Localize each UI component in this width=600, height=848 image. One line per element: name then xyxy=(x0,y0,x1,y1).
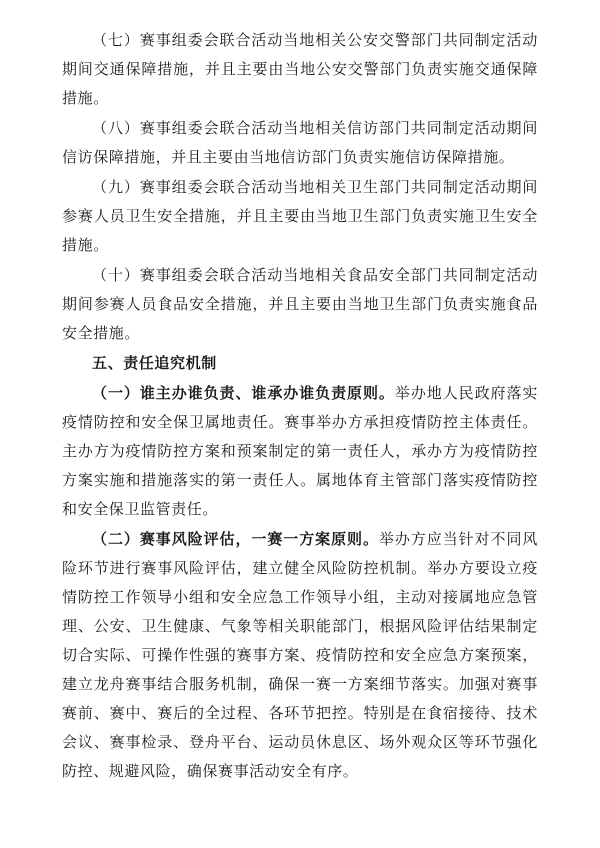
paragraph-petition-measures: （八）赛事组委会联合活动当地相关信访部门共同制定活动期间信访保障措施，并且主要由当地信访部门负责实施信访保障措施。 xyxy=(62,119,538,166)
paragraph-lead-responsibility: （一）谁主办谁负责、谁承办谁负责原则。 xyxy=(92,384,395,402)
paragraph-traffic-measures: （七）赛事组委会联合活动当地相关公安交警部门共同制定活动期间交通保障措施，并且主要由当地公安交警部门负责实施交通保障措施。 xyxy=(62,31,538,107)
paragraph-risk-assessment xyxy=(62,525,538,786)
paragraph-body-risk: 举办方应当针对不同风险环节进行赛事风险评估，建立健全风险防控机制。举办方要设立疫情防控工作领导小组和安全应急工作领导小组，主动对接属地应急管理、公安、卫生健康、气象等相关职能部门，根据风险评估结果制定切合实际、可操作性强的赛事方案、疫情防控和安全应急方案预案，建立龙舟赛事结合服务机制，确保一赛一方案细节落实。加强对赛事赛前、赛中、赛后的全过程、各环节把控。特别是在食宿接待、技术会议、赛事检录、登舟平台、运动员休息区、场外观众区等环节强化防控、规避风险，确保赛事活动安全有序。 xyxy=(62,530,538,780)
paragraph-food-safety-measures: （十）赛事组委会联合活动当地相关食品安全部门共同制定活动期间参赛人员食品安全措施，并且主要由当地卫生部门负责实施食品安全措施。 xyxy=(62,266,538,342)
paragraph-health-measures: （九）赛事组委会联合活动当地相关卫生部门共同制定活动期间参赛人员卫生安全措施，并且主要由当地卫生部门负责实施卫生安全措施。 xyxy=(62,178,538,254)
section-heading-accountability: 五、责任追究机制 xyxy=(92,354,217,372)
paragraph-body-responsibility: 举办地人民政府落实疫情防控和安全保卫属地责任。赛事举办方承担疫情防控主体责任。主办方为疫情防控方案和预案制定的第一责任人，承办方为疫情防控方案实施和措施落实的第一责任人。属地体育主管部门落实疫情防控和安全保卫监管责任。 xyxy=(62,384,538,518)
paragraph-responsibility-principle xyxy=(62,379,538,524)
paragraph-lead-risk: （二）赛事风险评估，一赛一方案原则。 xyxy=(92,530,379,548)
